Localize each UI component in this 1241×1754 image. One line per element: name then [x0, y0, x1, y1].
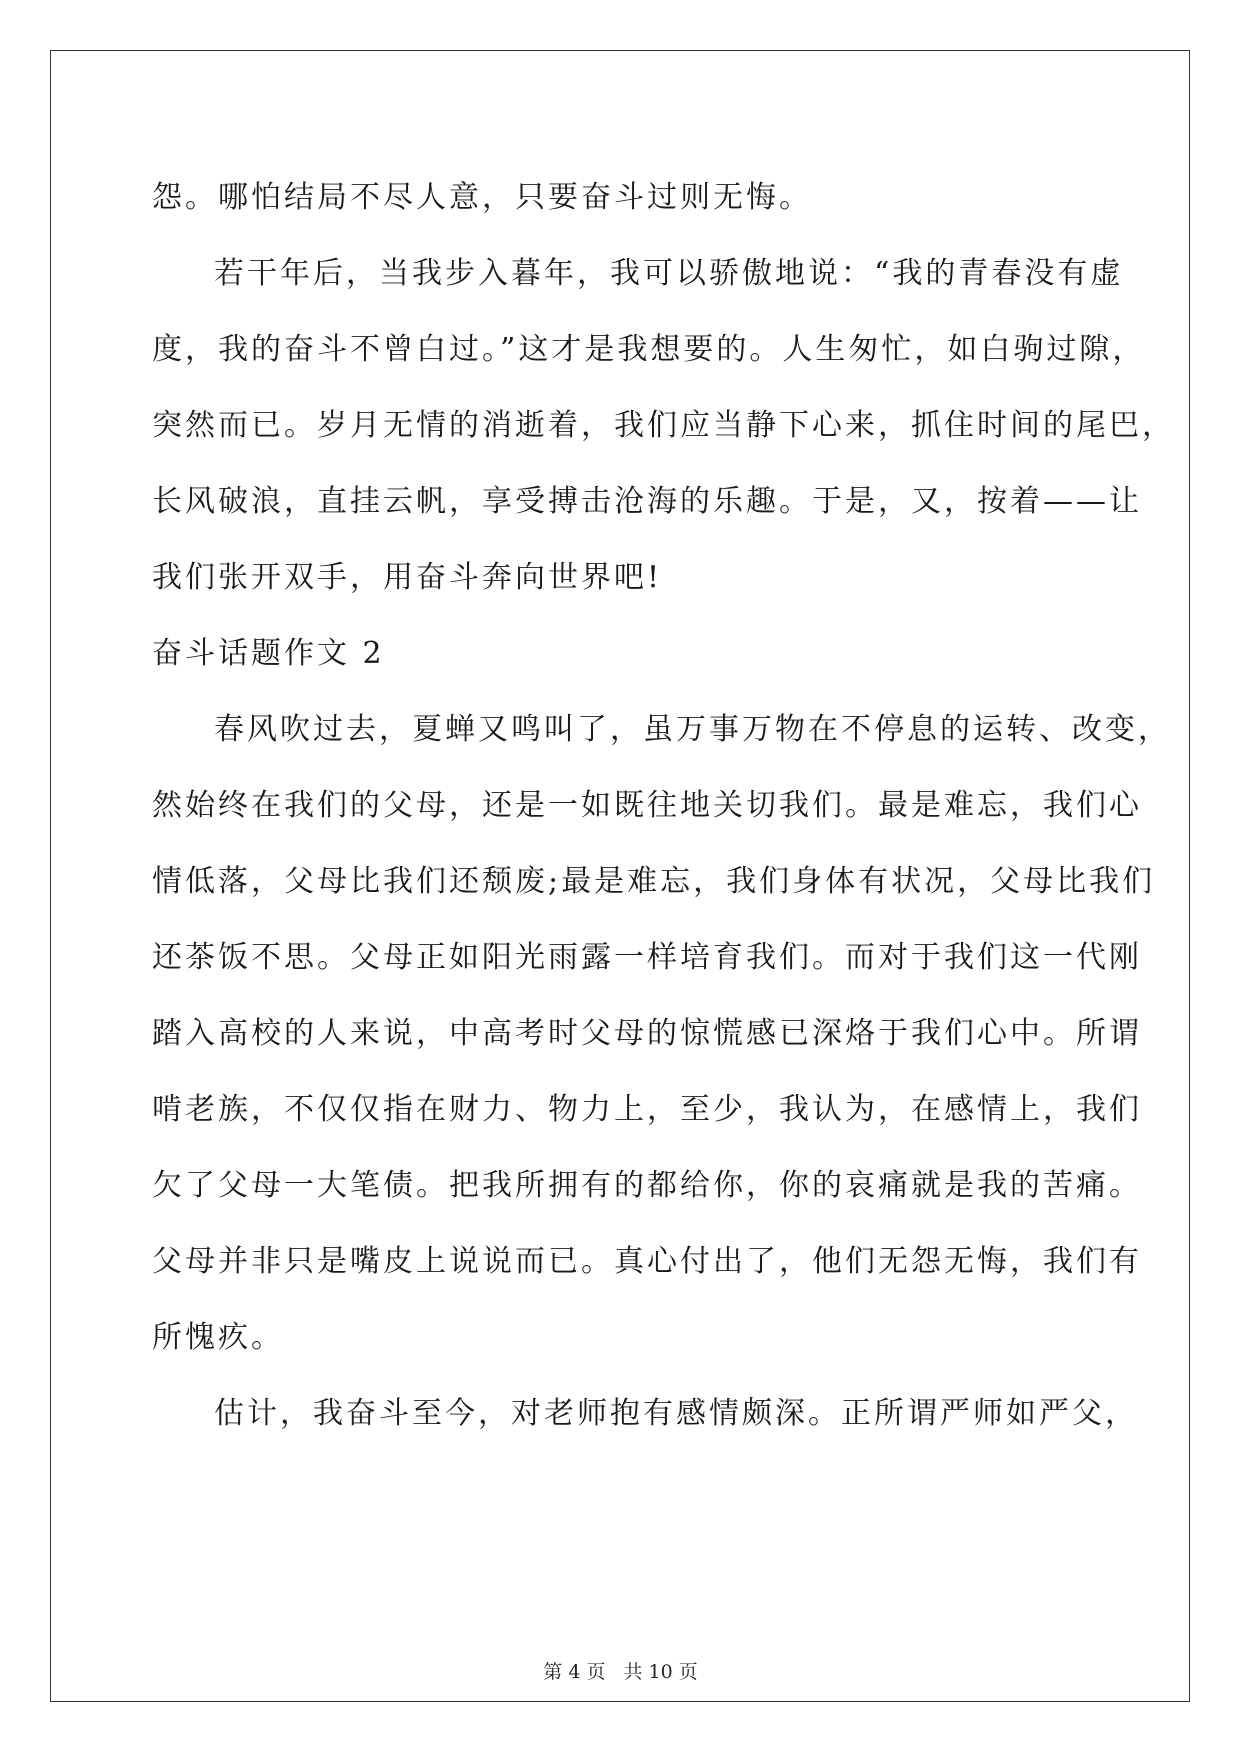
- page-number: 第 4 页: [543, 1661, 606, 1683]
- text-line: 若干年后，当我步入暮年，我可以骄傲地说：“我的青春没有虚: [214, 256, 1124, 291]
- text-line: 还茶饭不思。父母正如阳光雨露一样培育我们。而对于我们这一代刚: [152, 940, 1142, 975]
- page-footer: [0, 1660, 1241, 1684]
- text-line: 踏入高校的人来说，中高考时父母的惊慌感已深烙于我们心中。所谓: [152, 1016, 1142, 1051]
- text-line: 父母并非只是嘴皮上说说而已。真心付出了，他们无怨无悔，我们有: [152, 1244, 1142, 1279]
- text-line: 怨。哪怕结局不尽人意，只要奋斗过则无悔。: [152, 180, 812, 215]
- document-body: [152, 160, 1175, 1452]
- text-line: 春风吹过去，夏蝉又鸣叫了，虽万事万物在不停息的运转、改变，: [214, 712, 1171, 747]
- text-line: 估计，我奋斗至今，对老师抱有感情颇深。正所谓严师如严父，: [214, 1396, 1138, 1431]
- text-line: 突然而已。岁月无情的消逝着，我们应当静下心来，抓住时间的尾巴，: [152, 408, 1175, 443]
- text-line: 欠了父母一大笔债。把我所拥有的都给你，你的哀痛就是我的苦痛。: [152, 1168, 1142, 1203]
- text-line: 然始终在我们的父母，还是一如既往地关切我们。最是难忘，我们心: [152, 788, 1142, 823]
- text-line: 长风破浪，直挂云帆，享受搏击沧海的乐趣。于是，又，按着——让: [152, 484, 1142, 519]
- text-line: 所愧疚。: [152, 1320, 284, 1355]
- text-line: 度，我的奋斗不曾白过。”这才是我想要的。人生匆忙，如白驹过隙，: [152, 332, 1146, 367]
- text-line: 我们张开双手，用奋斗奔向世界吧!: [152, 560, 663, 595]
- page-total: 共 10 页: [623, 1661, 698, 1683]
- text-line: 情低落，父母比我们还颓废;最是难忘，我们身体有状况，父母比我们: [152, 864, 1156, 899]
- text-line: 啃老族，不仅仅指在财力、物力上，至少，我认为，在感情上，我们: [152, 1092, 1142, 1127]
- section-heading: 奋斗话题作文 2: [152, 636, 385, 671]
